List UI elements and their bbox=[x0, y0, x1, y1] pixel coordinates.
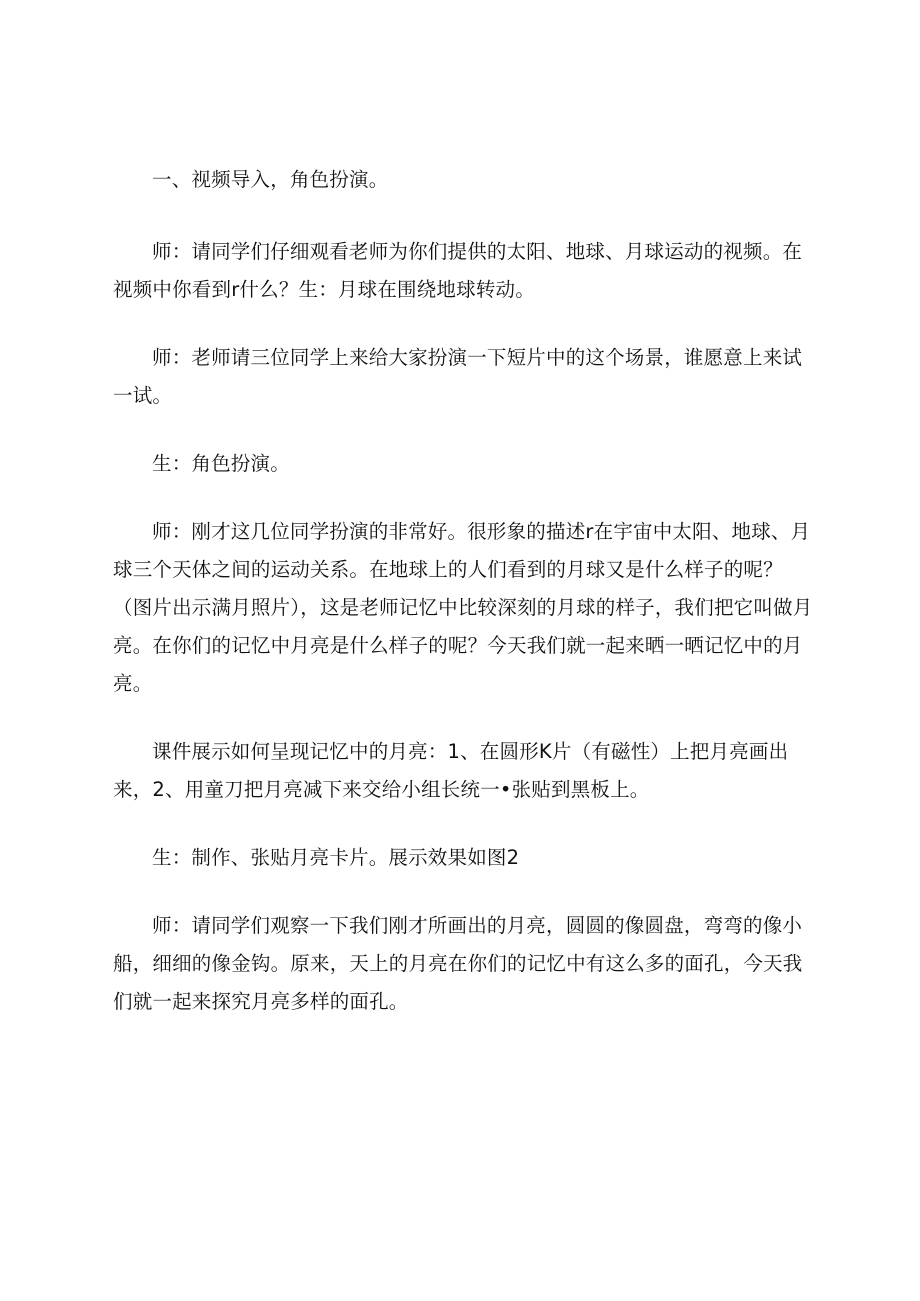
document-body bbox=[113, 161, 818, 1051]
paragraph-student-roleplay: 生：角色扮演。 bbox=[152, 452, 290, 475]
section-heading: 一、视频导入，角色扮演。 bbox=[152, 168, 389, 191]
paragraph-teacher-observe: 师：请同学们观察一下我们刚才所画出的月亮，圆圆的像圆盘，弯弯的像小船，细细的像金钩。原来，天上的月亮在你们的记忆中有这么多的面孔，今天我们就一起来探究月亮多样的面孔。 bbox=[113, 914, 803, 1013]
paragraph-teacher-video: 师：请同学们仔细观看老师为你们提供的太阳、地球、月球运动的视频。在视频中你看到r什么？生：月球在围绕地球转动。 bbox=[113, 240, 803, 301]
paragraph-student-cards: 生：制作、张贴月亮卡片。展示效果如图2 bbox=[152, 846, 520, 869]
paragraph-courseware: 课件展示如何呈现记忆中的月亮：1、在圆形K片（有磁性）上把月亮画出来，2、用童刀把月亮减下来交给小组长统一•张贴到黑板上。 bbox=[113, 740, 789, 801]
paragraph-teacher-roleplay: 师：老师请三位同学上来给大家扮演一下短片中的这个场景，谁愿意上来试一试。 bbox=[113, 346, 803, 407]
paragraph-teacher-moon: 师：刚才这几位同学扮演的非常好。很形象的描述r在宇宙中太阳、地球、月球三个天体之间的运动关系。在地球上的人们看到的月球又是什么样子的呢？（图片出示满月照片），这是老师记忆中比较深刻的月球的样子，我们把它叫做月亮。在你们的记忆中月亮是什么样子的呢？今天我们就一起来晒一晒记忆中的月亮。 bbox=[113, 520, 813, 695]
